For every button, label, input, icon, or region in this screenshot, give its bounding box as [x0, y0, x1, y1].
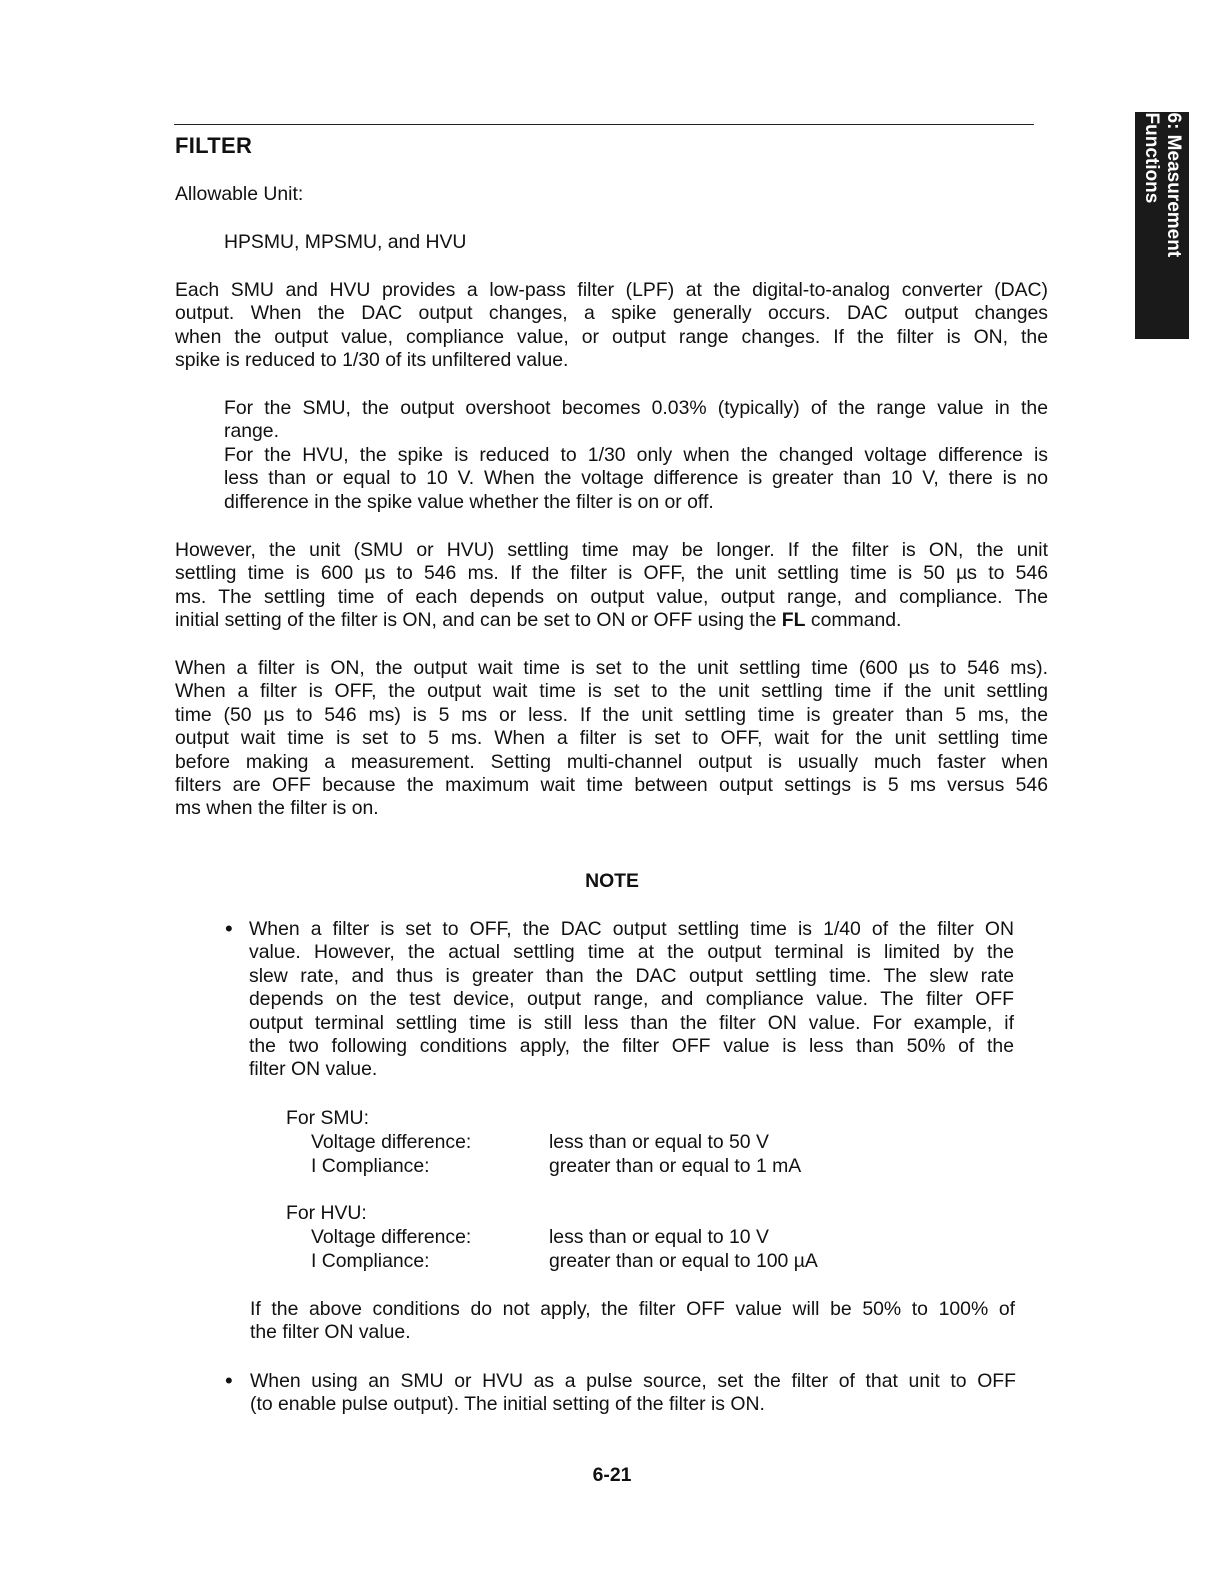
text-line: ms. The settling time of each depends on output value, output range, and compliance. The — [175, 585, 1048, 608]
text-line: However, the unit (SMU or HVU) settling time may be longer. If the filter is ON, the unit — [175, 539, 1048, 561]
text-line: Each SMU and HVU provides a low-pass filter (LPF) at the digital-to-analog converter (DAC) — [175, 279, 1048, 301]
text-line: less than or equal to 10 V. When the voltage difference is greater than 10 V, there is no — [224, 467, 1048, 490]
note-conditions-footnote — [250, 1298, 1015, 1345]
text-line: output. When the DAC output changes, a spike generally occurs. DAC output changes — [175, 302, 1048, 325]
hvu-voltage-value: less than or equal to 10 V — [549, 1226, 769, 1248]
note-bullet-1 — [249, 918, 1014, 1082]
text-line: slew rate, and thus is greater than the DAC output settling time. The slew rate — [249, 964, 1014, 987]
text-line: before making a measurement. Setting multi-channel output is usually much faster when — [175, 750, 1048, 773]
text-line: depends on the test device, output range, and compliance value. The filter OFF — [249, 988, 1014, 1011]
section-heading: FILTER — [175, 133, 253, 158]
allowable-unit-label: Allowable Unit: — [175, 183, 304, 205]
bullet-marker: • — [225, 1368, 233, 1393]
text-line: output wait time is set to 5 ms. When a filter is set to OFF, wait for the unit settling time — [175, 727, 1048, 750]
text-line: ms when the filter is on. — [175, 797, 379, 820]
text-line: spike is reduced to 1/30 of its unfiltered value. — [175, 349, 569, 372]
allowable-units: HPSMU, MPSMU, and HVU — [224, 231, 467, 253]
text-line: time (50 µs to 546 ms) is 5 ms or less. If the unit settling time is greater than 5 ms, the — [175, 703, 1048, 726]
hvu-compliance-value: greater than or equal to 100 µA — [549, 1250, 818, 1272]
smu-conditions-title: For SMU: — [286, 1107, 369, 1129]
text-line: When a filter is set to OFF, the DAC output settling time is 1/40 of the filter ON — [249, 918, 1014, 940]
text-line: For the HVU, the spike is reduced to 1/30 only when the changed voltage difference is — [224, 443, 1048, 466]
text-line: output terminal settling time is still less than the filter ON value. For example, if — [249, 1011, 1014, 1034]
text-line: When a filter is OFF, the output wait time is set to the unit settling time if the unit settling — [175, 680, 1048, 703]
text-run: initial setting of the filter is ON, and can be set to ON or OFF using the — [175, 609, 782, 632]
smu-compliance-value: greater than or equal to 1 mA — [549, 1155, 802, 1177]
text-line: value. However, the actual settling time at the output terminal is limited by the — [249, 941, 1014, 964]
text-line: When a filter is ON, the output wait time is set to the unit settling time (600 µs to 546 ms). — [175, 657, 1048, 679]
text-run: command. — [805, 609, 902, 632]
paragraph-output-wait-time — [175, 657, 1048, 821]
page-number: 6-21 — [592, 1464, 632, 1486]
text-line: the two following conditions apply, the filter OFF value is less than 50% of the — [249, 1035, 1014, 1058]
text-line: range. — [224, 420, 279, 443]
smu-voltage-label: Voltage difference: — [311, 1131, 472, 1153]
text-line: difference in the spike value whether the filter is on or off. — [224, 490, 714, 513]
hvu-conditions-title: For HVU: — [286, 1202, 367, 1224]
text-line: For the SMU, the output overshoot becomes 0.03% (typically) of the range value in the — [224, 397, 1048, 419]
paragraph-settling-time — [175, 539, 1048, 633]
hvu-compliance-label: I Compliance: — [311, 1250, 430, 1272]
hvu-voltage-label: Voltage difference: — [311, 1226, 472, 1248]
fl-command: FL — [781, 609, 806, 632]
section-top-rule — [174, 124, 1034, 125]
chapter-side-tab — [1135, 112, 1189, 339]
note-title: NOTE — [585, 870, 639, 892]
text-line: the filter ON value. — [250, 1321, 411, 1344]
text-line: filter ON value. — [249, 1058, 378, 1081]
text-line: (to enable pulse output). The initial setting of the filter is ON. — [250, 1393, 765, 1416]
paragraph-filter-intro — [175, 279, 1048, 373]
note-bullet-2 — [250, 1370, 1016, 1417]
text-line: filters are OFF because the maximum wait time between output settings is 5 ms versus 546 — [175, 774, 1048, 797]
smu-voltage-value: less than or equal to 50 V — [549, 1131, 769, 1153]
chapter-tab-line-1: 6: Measurement — [1163, 112, 1184, 257]
smu-compliance-label: I Compliance: — [311, 1155, 430, 1177]
text-line: When using an SMU or HVU as a pulse source, set the filter of that unit to OFF — [250, 1370, 1016, 1392]
text-line: settling time is 600 µs to 546 ms. If the filter is OFF, the unit settling time is 50 µs to 546 — [175, 562, 1048, 585]
text-line: when the output value, compliance value, or output range changes. If the filter is ON, the — [175, 325, 1048, 348]
text-line — [175, 609, 1048, 632]
text-line: If the above conditions do not apply, the filter OFF value will be 50% to 100% of — [250, 1298, 1015, 1320]
paragraph-smu-hvu-spike — [224, 397, 1048, 514]
chapter-tab-line-2: Functions — [1141, 112, 1162, 203]
chapter-side-tab-text — [1140, 112, 1184, 339]
bullet-marker: • — [225, 916, 233, 941]
